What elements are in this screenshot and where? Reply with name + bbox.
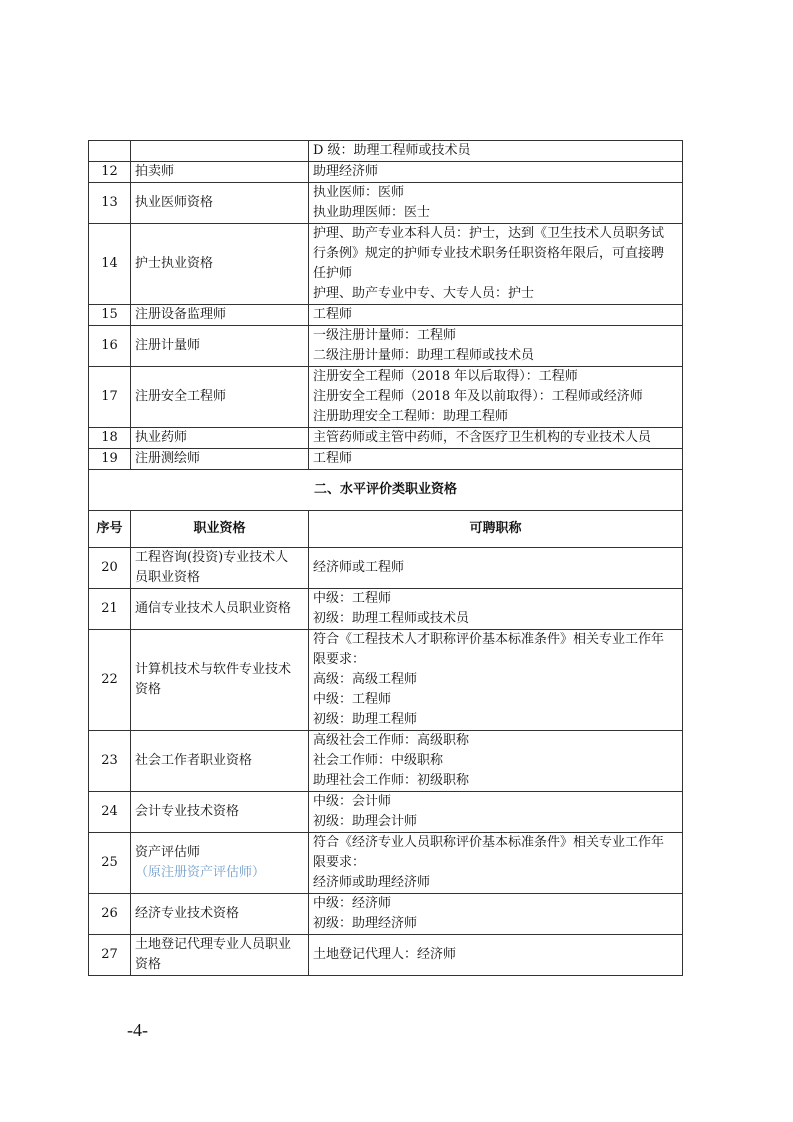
title-cell <box>309 326 683 367</box>
title-cell <box>309 894 683 935</box>
header-row <box>89 511 683 548</box>
row-number-cell: 21 <box>89 589 131 630</box>
table-row <box>89 183 683 224</box>
cell-line: 符合《工程技术人才职称评价基本标准条件》相关专业工作年 <box>313 632 665 647</box>
table-row <box>89 326 683 367</box>
qualification-cell <box>131 731 309 792</box>
title-cell <box>309 141 683 162</box>
row-number-cell: 16 <box>89 326 131 367</box>
title-cell <box>309 162 683 183</box>
cell-line: 注册助理安全工程师：助理工程师 <box>313 409 509 424</box>
cell-line: 助理社会工作师：初级职称 <box>313 773 470 788</box>
title-cell <box>309 305 683 326</box>
row-number-cell: 13 <box>89 183 131 224</box>
cell-line: 经济专业技术资格 <box>135 906 240 921</box>
row-number-cell: 26 <box>89 894 131 935</box>
column-header-number: 序号 <box>89 511 131 548</box>
title-cell <box>309 428 683 449</box>
qualification-cell <box>131 935 309 976</box>
title-cell <box>309 935 683 976</box>
cell-line: 一级注册计量师：工程师 <box>313 328 457 343</box>
title-cell <box>309 449 683 470</box>
cell-line: 主管药师或主管中药师，不含医疗卫生机构的专业技术人员 <box>313 430 652 445</box>
cell-line: 资格 <box>135 957 162 972</box>
table-row <box>89 630 683 731</box>
qualification-cell: 执业医师资格 <box>131 183 309 224</box>
cell-line: 通信专业技术人员职业资格 <box>135 601 292 616</box>
section-row <box>89 470 683 511</box>
qualification-cell: 注册安全工程师 <box>131 367 309 428</box>
title-cell <box>309 731 683 792</box>
qualification-cell: 注册计量师 <box>131 326 309 367</box>
cell-line: 限要求： <box>313 855 366 870</box>
row-number-cell: 14 <box>89 224 131 305</box>
cell-line: 注册安全工程师（2018 年以后取得）：工程师 <box>313 369 578 384</box>
row-number-cell: 22 <box>89 630 131 731</box>
table-row <box>89 894 683 935</box>
cell-line: 初级：助理会计师 <box>313 814 418 829</box>
cell-line: 行条例》规定的护师专业技术职务任职资格年限后，可直接聘 <box>313 246 665 261</box>
column-header-title: 可聘职称 <box>309 511 683 548</box>
table-row <box>89 731 683 792</box>
table-row-continuation <box>89 141 683 162</box>
row-number-cell: 27 <box>89 935 131 976</box>
cell-line: 社会工作者职业资格 <box>135 753 253 768</box>
cell-line: 符合《经济专业人员职称评价基本标准条件》相关专业工作年 <box>313 835 665 850</box>
table-row <box>89 935 683 976</box>
cell-line: 经济师或助理经济师 <box>313 875 431 890</box>
cell-line: 员职业资格 <box>135 570 201 585</box>
qualification-cell: 护士执业资格 <box>131 224 309 305</box>
cell-line: 资产评估师 <box>135 845 201 860</box>
table-row <box>89 305 683 326</box>
row-number-cell: 25 <box>89 833 131 894</box>
cell-line: 二级注册计量师：助理工程师或技术员 <box>313 348 535 363</box>
table-row <box>89 589 683 630</box>
column-header-qualification: 职业资格 <box>131 511 309 548</box>
row-number-cell: 17 <box>89 367 131 428</box>
qualification-cell <box>131 894 309 935</box>
cell-line: 经济师或工程师 <box>313 560 405 575</box>
qualification-cell: 注册设备监理师 <box>131 305 309 326</box>
qualification-cell: 拍卖师 <box>131 162 309 183</box>
cell-line: 护理、助产专业中专、大专人员：护士 <box>313 286 535 301</box>
table-row <box>89 367 683 428</box>
cell-line: D 级：助理工程师或技术员 <box>313 143 471 158</box>
title-cell <box>309 224 683 305</box>
cell-line: 注册安全工程师（2018 年及以前取得）：工程师或经济师 <box>313 389 643 404</box>
cell-line: 中级：工程师 <box>313 692 392 707</box>
cell-line: 计算机技术与软件专业技术 <box>135 662 292 677</box>
qualification-cell <box>131 548 309 589</box>
title-cell <box>309 367 683 428</box>
cell-line: 执业助理医师：医士 <box>313 205 431 220</box>
cell-line: 工程师 <box>313 451 353 466</box>
cell-line: 助理经济师 <box>313 164 379 179</box>
table-row <box>89 428 683 449</box>
cell-line: 初级：助理工程师或技术员 <box>313 611 470 626</box>
cell-line: 护理、助产专业本科人员：护士，达到《卫生技术人员职务试 <box>313 226 665 241</box>
qualification-cell <box>131 792 309 833</box>
cell-line: 中级：工程师 <box>313 591 392 606</box>
page-number: -4- <box>127 1020 148 1040</box>
title-cell <box>309 833 683 894</box>
cell-line: 执业医师：医师 <box>313 185 405 200</box>
cell-line: 任护师 <box>313 266 353 281</box>
qualification-cell <box>131 589 309 630</box>
qualification-cell <box>131 833 309 894</box>
qualification-table <box>88 140 683 976</box>
row-number-cell: 19 <box>89 449 131 470</box>
qualification-cell <box>131 630 309 731</box>
title-cell <box>309 792 683 833</box>
cell-line: 初级：助理工程师 <box>313 712 418 727</box>
row-number-cell: 15 <box>89 305 131 326</box>
title-cell <box>309 630 683 731</box>
qualification-cell: 注册测绘师 <box>131 449 309 470</box>
row-number-cell: 23 <box>89 731 131 792</box>
cell-line: 高级：高级工程师 <box>313 672 418 687</box>
table-row <box>89 548 683 589</box>
table-row <box>89 792 683 833</box>
table-body <box>89 141 683 976</box>
cell-line: 限要求： <box>313 652 366 667</box>
row-number-cell: 12 <box>89 162 131 183</box>
title-cell <box>309 589 683 630</box>
table-row <box>89 224 683 305</box>
cell-line: 土地登记代理人：经济师 <box>313 947 457 962</box>
cell-line: 社会工作师：中级职称 <box>313 753 444 768</box>
title-cell <box>309 548 683 589</box>
cell-line: 中级：会计师 <box>313 794 392 809</box>
cell-line: 中级：经济师 <box>313 896 392 911</box>
cell-line: 资格 <box>135 682 162 697</box>
cell-line: 初级：助理经济师 <box>313 916 418 931</box>
cell-line: 高级社会工作师：高级职称 <box>313 733 470 748</box>
cell-line: 会计专业技术资格 <box>135 804 240 819</box>
row-number-cell <box>89 141 131 162</box>
qualification-cell <box>131 141 309 162</box>
section-title: 二、水平评价类职业资格 <box>89 470 683 511</box>
table-row <box>89 449 683 470</box>
cell-line: 工程师 <box>313 307 353 322</box>
table-row <box>89 162 683 183</box>
cell-line: 土地登记代理专业人员职业 <box>135 937 292 952</box>
qualification-cell: 执业药师 <box>131 428 309 449</box>
table-row <box>89 833 683 894</box>
title-cell <box>309 183 683 224</box>
row-number-cell: 20 <box>89 548 131 589</box>
former-name-note: （原注册资产评估师） <box>135 865 266 880</box>
row-number-cell: 18 <box>89 428 131 449</box>
cell-line: 工程咨询(投资)专业技术人 <box>135 550 289 565</box>
row-number-cell: 24 <box>89 792 131 833</box>
